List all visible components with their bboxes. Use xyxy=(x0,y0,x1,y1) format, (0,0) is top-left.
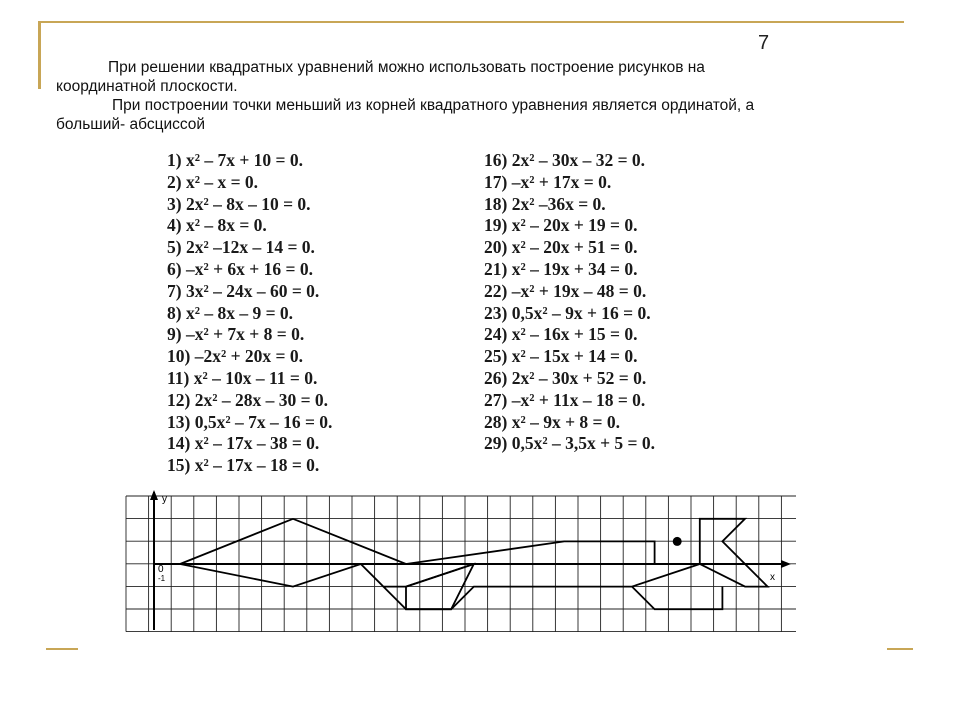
tick-label: -1 xyxy=(158,574,166,583)
intro-line-1: При решении квадратных уравнений можно использовать построение рисунков на xyxy=(108,59,705,76)
equation-14: 29) 0,5x² – 3,5x + 5 = 0. xyxy=(484,433,656,454)
equation-1: 1) x² – 7x + 10 = 0. xyxy=(167,150,304,170)
intro-line-3: При построении точки меньший из корней квадратного уравнения является ординатой, а xyxy=(112,97,755,114)
figure-eye xyxy=(673,537,682,546)
equation-6: 21) x² – 19x + 34 = 0. xyxy=(484,258,638,279)
equation-7: 7) 3x² – 24x – 60 = 0. xyxy=(167,280,320,301)
equation-13: 28) x² – 9x + 8 = 0. xyxy=(484,411,621,432)
decorative-frame-top xyxy=(38,21,904,23)
equation-11: 11) x² – 10x – 11 = 0. xyxy=(167,367,318,388)
equation-6: 6) –x² + 6x + 16 = 0. xyxy=(167,258,313,279)
equations-left-column xyxy=(167,150,332,477)
page-number: 7 xyxy=(758,32,770,54)
equation-12: 27) –x² + 11x – 18 = 0. xyxy=(484,389,646,410)
equation-9: 9) –x² + 7x + 8 = 0. xyxy=(167,324,305,345)
origin-label: 0 xyxy=(158,564,164,575)
equation-3: 3) 2x² – 8x – 10 = 0. xyxy=(167,193,311,214)
equation-13: 13) 0,5x² – 7x – 16 = 0. xyxy=(167,411,333,432)
x-axis-label: x xyxy=(770,572,775,583)
y-axis-arrow xyxy=(150,490,158,500)
decorative-line-bottom-left xyxy=(46,648,78,650)
equation-5: 5) 2x² –12x – 14 = 0. xyxy=(167,237,315,258)
equation-8: 23) 0,5x² – 9x + 16 = 0. xyxy=(484,302,651,323)
equation-2: 2) x² – x = 0. xyxy=(167,171,259,192)
equation-12: 12) 2x² – 28x – 30 = 0. xyxy=(167,389,329,410)
decorative-frame-left xyxy=(38,21,41,89)
x-axis-arrow xyxy=(781,560,791,568)
equation-4: 4) x² – 8x = 0. xyxy=(167,215,267,236)
equation-15: 15) x² – 17x – 18 = 0. xyxy=(167,455,320,476)
y-axis-label: y xyxy=(162,494,167,505)
equation-9: 24) x² – 16x + 15 = 0. xyxy=(484,324,638,345)
equation-3: 18) 2x² –36x = 0. xyxy=(484,193,606,214)
intro-text xyxy=(56,58,916,134)
equation-8: 8) x² – 8x – 9 = 0. xyxy=(167,302,294,323)
equations-right-column xyxy=(484,150,655,455)
intro-line-4: больший- абсциссой xyxy=(56,116,206,133)
equation-10: 25) x² – 15x + 14 = 0. xyxy=(484,346,638,367)
grid-svg xyxy=(118,488,796,634)
equation-1: 16) 2x² – 30x – 32 = 0. xyxy=(484,150,646,170)
equation-11: 26) 2x² – 30x + 52 = 0. xyxy=(484,367,647,388)
intro-line-2: координатной плоскости. xyxy=(56,78,238,95)
equation-7: 22) –x² + 19x – 48 = 0. xyxy=(484,280,647,301)
decorative-line-bottom-right xyxy=(887,648,913,650)
equation-4: 19) x² – 20x + 19 = 0. xyxy=(484,215,638,236)
equation-2: 17) –x² + 17x = 0. xyxy=(484,171,612,192)
equation-14: 14) x² – 17x – 38 = 0. xyxy=(167,433,320,454)
coordinate-grid xyxy=(118,488,796,639)
equation-5: 20) x² – 20x + 51 = 0. xyxy=(484,237,638,258)
equation-10: 10) –2x² + 20x = 0. xyxy=(167,346,304,367)
